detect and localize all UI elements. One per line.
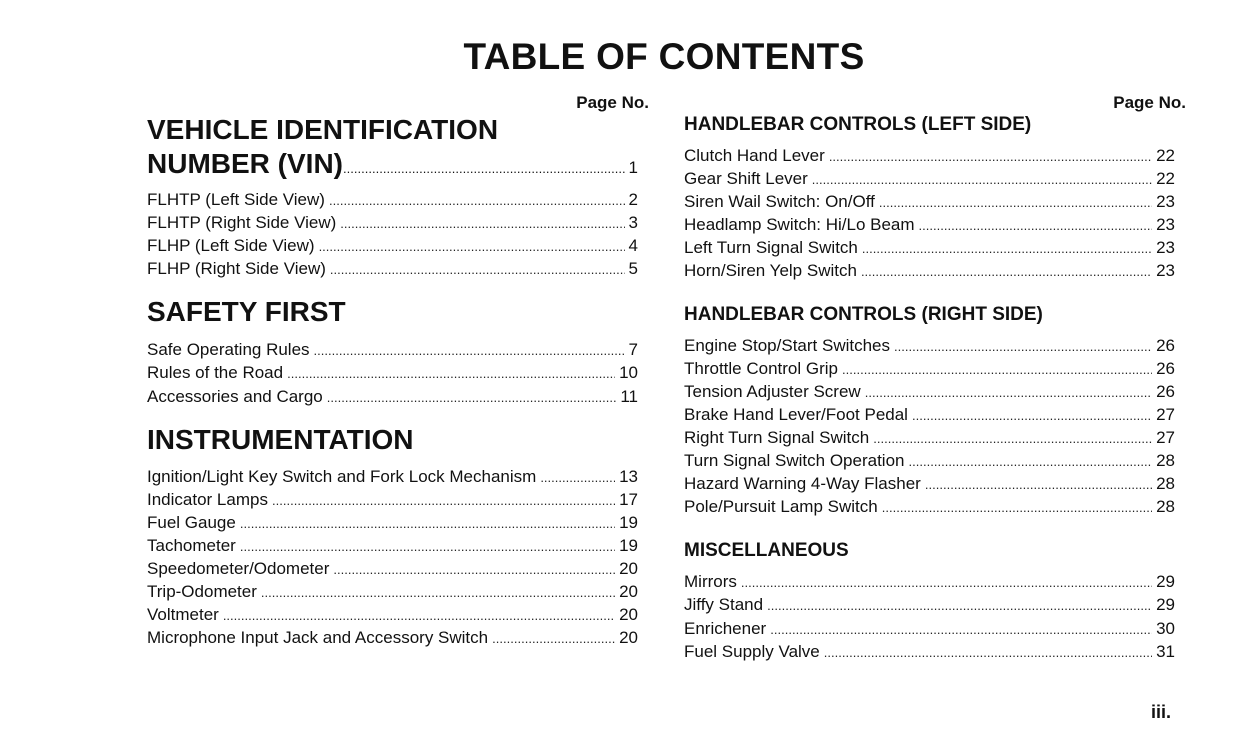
dot-leader <box>240 535 615 558</box>
dot-leader <box>261 581 615 604</box>
toc-entry-label: Engine Stop/Start Switches <box>684 335 891 355</box>
toc-entry[interactable] <box>684 570 1175 593</box>
dot-leader <box>741 571 1152 594</box>
dot-leader <box>919 214 1153 237</box>
toc-entry-label: Enrichener <box>684 618 767 638</box>
dot-leader <box>767 594 1152 617</box>
toc-entry-page: 5 <box>628 259 638 279</box>
toc-entry-page: 30 <box>1156 618 1175 638</box>
toc-entry[interactable] <box>147 534 638 557</box>
toc-entry-page: 22 <box>1156 169 1175 189</box>
toc-entry[interactable] <box>684 167 1175 190</box>
toc-entry[interactable] <box>684 190 1175 213</box>
toc-entry-label: Fuel Supply Valve <box>684 641 820 661</box>
dot-leader <box>865 381 1152 404</box>
toc-list-handlebar-right <box>684 334 1186 519</box>
toc-entry[interactable] <box>147 188 638 211</box>
dot-leader <box>343 151 626 187</box>
toc-list-miscellaneous <box>684 570 1186 662</box>
dot-leader <box>842 358 1152 381</box>
toc-entry[interactable] <box>684 259 1175 282</box>
page-no-header-right: Page No. <box>1113 93 1186 112</box>
toc-entry-label: Throttle Control Grip <box>684 358 838 378</box>
dot-leader <box>492 627 615 650</box>
dot-leader <box>330 258 625 281</box>
toc-entry[interactable] <box>684 144 1175 167</box>
toc-entry-label: Gear Shift Lever <box>684 169 808 189</box>
toc-entry-label: Headlamp Switch: Hi/Lo Beam <box>684 215 915 235</box>
toc-entry-label: Hazard Warning 4-Way Flasher <box>684 474 921 494</box>
toc-entry-label: Trip-Odometer <box>147 582 257 602</box>
dot-leader <box>327 386 617 409</box>
dot-leader <box>824 641 1152 664</box>
page-title: TABLE OF CONTENTS <box>463 36 865 77</box>
toc-entry[interactable] <box>147 488 638 511</box>
toc-entry[interactable] <box>147 338 638 361</box>
toc-entry-page: 23 <box>1156 238 1175 258</box>
toc-entry[interactable] <box>147 511 638 534</box>
toc-entry-page: 29 <box>1156 595 1175 615</box>
section-heading-vin: VEHICLE IDENTIFICATION <box>147 114 499 145</box>
toc-entry-label: Tachometer <box>147 535 236 555</box>
toc-entry-page: 28 <box>1156 474 1175 494</box>
toc-entry-label: FLHTP (Right Side View) <box>147 213 337 233</box>
dot-leader <box>272 489 615 512</box>
toc-entry-page: 26 <box>1156 335 1175 355</box>
dot-leader <box>879 191 1152 214</box>
toc-entry[interactable] <box>147 465 638 488</box>
toc-entry-label: Pole/Pursuit Lamp Switch <box>684 497 878 517</box>
toc-entry[interactable] <box>684 617 1175 640</box>
toc-entry-label: Indicator Lamps <box>147 489 268 509</box>
toc-entry-label: Accessories and Cargo <box>147 386 323 406</box>
toc-entry-page: 22 <box>1156 146 1175 165</box>
toc-entry[interactable] <box>684 472 1175 495</box>
section-heading-instrumentation: INSTRUMENTATION <box>147 423 414 455</box>
toc-entry-page: 31 <box>1156 641 1175 661</box>
section-heading-handlebar-right: HANDLEBAR CONTROLS (RIGHT SIDE) <box>684 303 1043 325</box>
toc-entry[interactable] <box>684 357 1175 380</box>
toc-entry-page: 27 <box>1156 427 1175 447</box>
toc-entry-page: 2 <box>628 190 638 209</box>
toc-entry[interactable] <box>147 361 638 384</box>
toc-entry-page: 20 <box>619 559 638 579</box>
toc-entry[interactable] <box>147 385 638 408</box>
toc-right-column <box>684 93 1186 663</box>
toc-entry-page: 7 <box>628 340 638 360</box>
toc-entry-label: Mirrors <box>684 572 737 592</box>
page-no-header-left: Page No. <box>576 93 649 112</box>
toc-entry-label: Siren Wail Switch: On/Off <box>684 192 875 212</box>
toc-entry-label: Left Turn Signal Switch <box>684 238 858 258</box>
page-number-footer: iii. <box>1151 702 1172 722</box>
toc-entry-page: 19 <box>619 535 638 555</box>
dot-leader <box>319 235 625 258</box>
toc-entry[interactable] <box>684 495 1175 518</box>
toc-entry-page: 26 <box>1156 358 1175 378</box>
section-heading-vin-line2: NUMBER (VIN) <box>147 148 343 179</box>
dot-leader <box>908 450 1152 473</box>
dot-leader <box>861 260 1152 283</box>
toc-entry[interactable] <box>684 449 1175 472</box>
toc-entry-label: FLHP (Right Side View) <box>147 259 326 279</box>
toc-entry-label: Ignition/Light Key Switch and Fork Lock Mechanism <box>147 466 537 486</box>
dot-leader <box>894 335 1152 358</box>
section-heading-vin-entry[interactable] <box>147 146 638 182</box>
dot-leader <box>340 212 624 235</box>
toc-entry-label: FLHTP (Left Side View) <box>147 190 325 209</box>
toc-entry-page: 4 <box>628 236 638 256</box>
toc-entry[interactable] <box>147 234 638 257</box>
toc-entry-label: Speedometer/Odometer <box>147 559 330 579</box>
toc-list-handlebar-left <box>684 144 1186 283</box>
dot-leader <box>882 496 1152 519</box>
dot-leader <box>925 473 1152 496</box>
toc-entry-page: 20 <box>619 628 638 648</box>
toc-entry[interactable] <box>684 334 1175 357</box>
toc-entry[interactable] <box>147 257 638 280</box>
toc-entry[interactable] <box>684 426 1175 449</box>
toc-entry-label: Safe Operating Rules <box>147 340 310 360</box>
toc-entry-page: 23 <box>1156 192 1175 212</box>
toc-list-vin <box>147 188 649 280</box>
toc-list-instrumentation <box>147 465 649 650</box>
toc-entry-label: Horn/Siren Yelp Switch <box>684 261 857 281</box>
toc-entry[interactable] <box>147 626 638 649</box>
dot-leader <box>812 168 1152 191</box>
toc-entry-page: 10 <box>619 363 638 383</box>
dot-leader <box>287 362 615 385</box>
toc-entry-page: 28 <box>1156 497 1175 517</box>
toc-entry-page: 13 <box>619 466 638 486</box>
dot-leader <box>329 189 625 212</box>
dot-leader <box>240 512 615 535</box>
toc-entry[interactable] <box>147 580 638 603</box>
toc-entry-page: 29 <box>1156 572 1175 592</box>
dot-leader <box>540 466 615 489</box>
toc-entry-label: Fuel Gauge <box>147 512 236 532</box>
section-heading-handlebar-left: HANDLEBAR CONTROLS (LEFT SIDE) <box>684 114 1032 135</box>
toc-entry-label: Microphone Input Jack and Accessory Switch <box>147 628 489 648</box>
toc-entry-label: Turn Signal Switch Operation <box>684 451 905 471</box>
toc-entry[interactable] <box>684 403 1175 426</box>
toc-entry-page: 3 <box>628 213 638 233</box>
toc-entry-page: 27 <box>1156 404 1175 424</box>
toc-entry[interactable] <box>147 603 638 626</box>
toc-left-column <box>147 93 649 649</box>
toc-entry[interactable] <box>147 211 638 234</box>
toc-entry-label: Brake Hand Lever/Foot Pedal <box>684 404 908 424</box>
toc-entry-label: Right Turn Signal Switch <box>684 427 870 447</box>
toc-entry[interactable] <box>684 236 1175 259</box>
toc-entry-label: Tension Adjuster Screw <box>684 381 861 401</box>
dot-leader <box>333 558 615 581</box>
toc-entry-page: 23 <box>1156 215 1175 235</box>
dot-leader <box>829 145 1152 168</box>
toc-entry-page: 17 <box>619 489 638 509</box>
section-heading-miscellaneous: MISCELLANEOUS <box>684 540 849 562</box>
toc-entry-label: Rules of the Road <box>147 363 284 383</box>
toc-entry[interactable] <box>684 380 1175 403</box>
toc-entry-label: Jiffy Stand <box>684 595 764 615</box>
toc-entry-page: 28 <box>1156 451 1175 471</box>
dot-leader <box>912 404 1152 427</box>
toc-entry-page: 20 <box>619 582 638 602</box>
toc-entry-page: 26 <box>1156 381 1175 401</box>
toc-entry-label: FLHP (Left Side View) <box>147 236 315 256</box>
toc-entry[interactable] <box>684 593 1175 616</box>
dot-leader <box>223 604 615 627</box>
section-heading-safety: SAFETY FIRST <box>147 296 346 328</box>
toc-entry[interactable] <box>684 213 1175 236</box>
toc-entry[interactable] <box>147 557 638 580</box>
toc-entry-page: 19 <box>619 512 638 532</box>
toc-entry-page: 23 <box>1156 261 1175 281</box>
toc-entry-label: Voltmeter <box>147 605 219 625</box>
toc-entry-page: 20 <box>619 605 638 625</box>
dot-leader <box>862 237 1152 260</box>
dot-leader <box>770 618 1152 641</box>
dot-leader <box>314 339 625 362</box>
toc-entry-page: 11 <box>620 386 638 406</box>
toc-entry[interactable] <box>684 640 1175 663</box>
toc-list-safety <box>147 338 649 407</box>
section-heading-vin-page: 1 <box>628 158 638 177</box>
toc-entry-label: Clutch Hand Lever <box>684 146 825 165</box>
dot-leader <box>873 427 1152 450</box>
